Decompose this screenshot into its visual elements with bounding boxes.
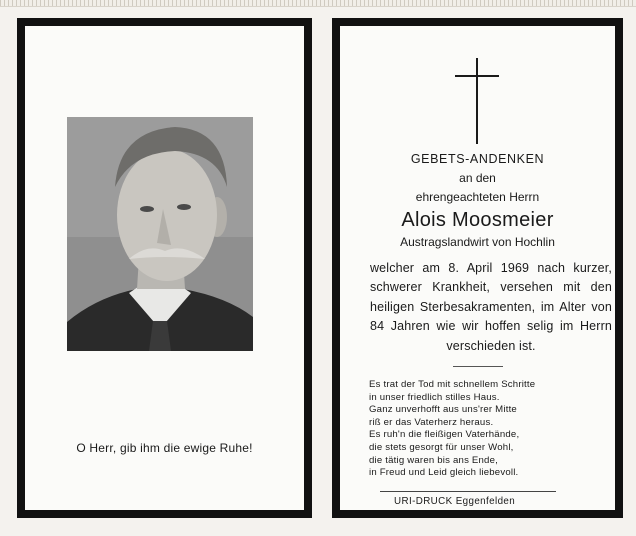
poem-line: in Freud und Leid gleich liebevoll. (369, 467, 519, 479)
memorial-poem (369, 379, 535, 480)
poem-line: Ganz unverhofft aus uns'rer Mitte (369, 404, 517, 416)
deceased-name: Alois Moosmeier (401, 209, 554, 231)
portrait-illustration (67, 117, 253, 351)
intro-line: an den (459, 171, 496, 185)
printer-imprint: URI-DRUCK Eggenfelden (394, 496, 516, 507)
left-card (17, 18, 312, 518)
ruler-strip (0, 0, 636, 7)
poem-line: die tätig waren bis ans Ende, (369, 454, 498, 466)
left-card-inner (25, 26, 304, 510)
poem-line: Es ruh'n die fleißigen Vaterhände, (369, 429, 520, 441)
divider (453, 366, 503, 367)
occupation-line: Austragslandwirt von Hochlin (400, 235, 555, 249)
poem-line: die stets gesorgt für unser Wohl, (369, 441, 514, 453)
card-heading: GEBETS-ANDENKEN (410, 152, 545, 166)
honorific-line: ehrengeachteten Herrn (415, 190, 540, 204)
prayer-text: O Herr, gib ihm die ewige Ruhe! (76, 441, 253, 455)
printer-rule (380, 491, 556, 492)
right-card (332, 18, 623, 518)
right-card-inner (340, 26, 615, 510)
cross-icon (455, 58, 499, 144)
portrait-photo (67, 117, 253, 351)
obituary-text: welcher am 8. April 1969 nach kurzer, schwerer Krankheit, versehen mit den heiligen Sterbesakramenten, im Alter von 84 Jahren wie wir hoffen selig im Herrn verschieden ist. (370, 261, 612, 353)
poem-line: in unser friedlich stilles Haus. (369, 391, 500, 403)
poem-line: riß er das Vaterherz heraus. (369, 416, 494, 428)
poem-line: Es trat der Tod mit schnellem Schritte (369, 379, 536, 390)
